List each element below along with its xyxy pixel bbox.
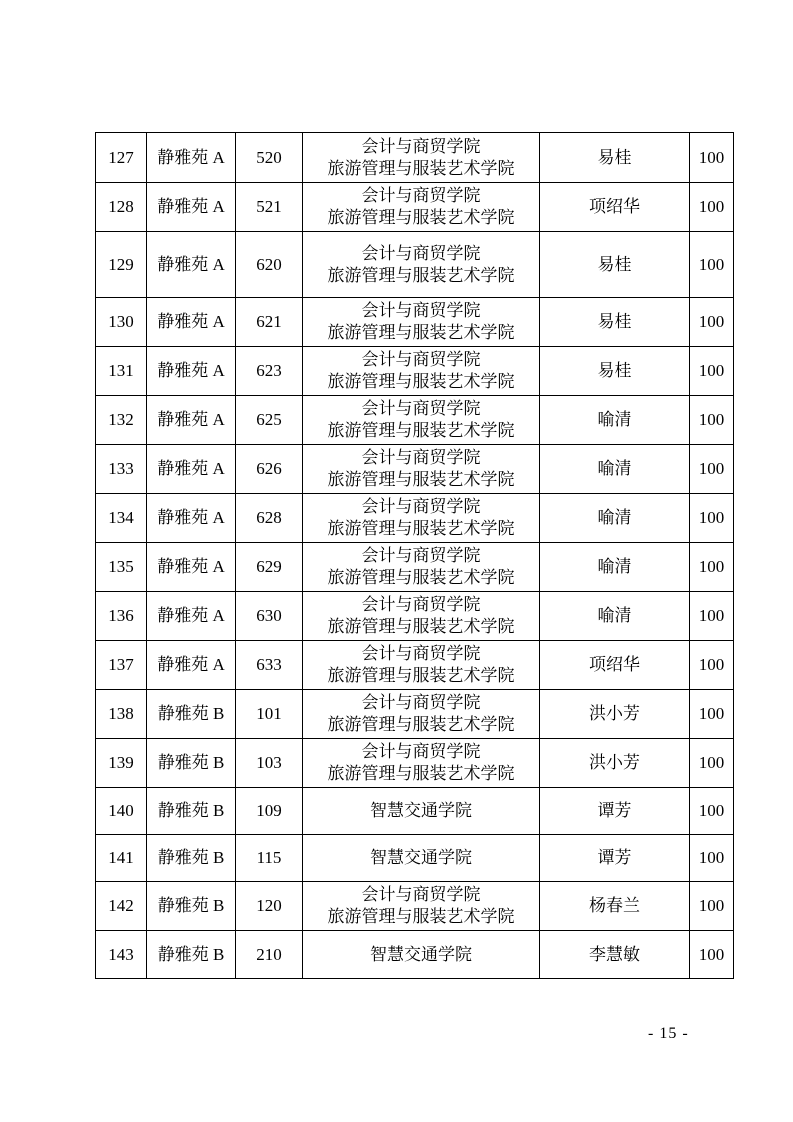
room-cell: 210: [236, 931, 303, 979]
college-name: 旅游管理与服装艺术学院: [327, 158, 515, 178]
manager-cell: 李慧敏: [540, 931, 690, 979]
manager-cell: 喻清: [540, 543, 690, 592]
building-cell: 静雅苑 A: [147, 298, 236, 347]
college-cell: [303, 494, 540, 543]
score-cell: 100: [690, 592, 734, 641]
score-cell: 100: [690, 396, 734, 445]
college-name: 会计与商贸学院: [361, 186, 481, 205]
manager-cell: 喻清: [540, 445, 690, 494]
table-row: [96, 298, 734, 347]
page-number: - 15 -: [648, 1025, 689, 1042]
dormitory-table: [95, 132, 734, 979]
college-name: 会计与商贸学院: [361, 136, 481, 156]
college-name: 旅游管理与服装艺术学院: [327, 372, 515, 391]
college-name: 旅游管理与服装艺术学院: [327, 519, 515, 538]
score-cell: 100: [690, 298, 734, 347]
room-cell: 630: [236, 592, 303, 641]
manager-cell: 项绍华: [540, 183, 690, 232]
room-cell: 520: [236, 133, 303, 183]
college-cell: [303, 835, 540, 882]
college-name: 旅游管理与服装艺术学院: [327, 421, 515, 440]
row-number-cell: 140: [96, 788, 147, 835]
score-cell: 100: [690, 835, 734, 882]
score-cell: 100: [690, 543, 734, 592]
row-number-cell: 127: [96, 133, 147, 183]
college-cell: [303, 641, 540, 690]
table-row: [96, 445, 734, 494]
table-row: [96, 232, 734, 298]
building-cell: 静雅苑 A: [147, 641, 236, 690]
college-name: 会计与商贸学院: [361, 595, 481, 614]
table-row: [96, 690, 734, 739]
building-cell: 静雅苑 A: [147, 347, 236, 396]
college-name: 会计与商贸学院: [361, 448, 481, 467]
building-cell: 静雅苑 B: [147, 882, 236, 931]
room-cell: 629: [236, 543, 303, 592]
college-name: 旅游管理与服装艺术学院: [327, 323, 515, 342]
score-cell: 100: [690, 788, 734, 835]
college-cell: [303, 396, 540, 445]
college-name: 旅游管理与服装艺术学院: [327, 470, 515, 489]
college-name: 旅游管理与服装艺术学院: [327, 568, 515, 587]
college-cell: [303, 690, 540, 739]
manager-cell: 项绍华: [540, 641, 690, 690]
row-number-cell: 139: [96, 739, 147, 788]
college-cell: [303, 739, 540, 788]
row-number-cell: 135: [96, 543, 147, 592]
building-cell: 静雅苑 A: [147, 232, 236, 298]
college-name: 智慧交通学院: [370, 801, 472, 820]
building-cell: 静雅苑 B: [147, 931, 236, 979]
college-name: 会计与商贸学院: [361, 693, 481, 712]
college-name: 旅游管理与服装艺术学院: [327, 265, 515, 285]
manager-cell: 易桂: [540, 347, 690, 396]
college-cell: [303, 232, 540, 298]
row-number-cell: 132: [96, 396, 147, 445]
college-name: 会计与商贸学院: [361, 301, 481, 320]
college-cell: [303, 543, 540, 592]
building-cell: 静雅苑 A: [147, 494, 236, 543]
row-number-cell: 138: [96, 690, 147, 739]
manager-cell: 洪小芳: [540, 690, 690, 739]
table-row: [96, 592, 734, 641]
table-row: [96, 183, 734, 232]
table-row: [96, 641, 734, 690]
building-cell: 静雅苑 A: [147, 396, 236, 445]
score-cell: 100: [690, 739, 734, 788]
college-name: 智慧交通学院: [370, 848, 472, 867]
room-cell: 109: [236, 788, 303, 835]
row-number-cell: 128: [96, 183, 147, 232]
college-name: 会计与商贸学院: [361, 742, 481, 761]
room-cell: 103: [236, 739, 303, 788]
room-cell: 626: [236, 445, 303, 494]
room-cell: 115: [236, 835, 303, 882]
table-row: [96, 396, 734, 445]
score-cell: 100: [690, 232, 734, 298]
row-number-cell: 131: [96, 347, 147, 396]
manager-cell: 谭芳: [540, 788, 690, 835]
table-row: [96, 543, 734, 592]
row-number-cell: 130: [96, 298, 147, 347]
row-number-cell: 133: [96, 445, 147, 494]
college-name: 会计与商贸学院: [361, 350, 481, 369]
manager-cell: 喻清: [540, 494, 690, 543]
college-cell: [303, 882, 540, 931]
score-cell: 100: [690, 347, 734, 396]
room-cell: 625: [236, 396, 303, 445]
college-cell: [303, 592, 540, 641]
table-row: [96, 788, 734, 835]
manager-cell: 喻清: [540, 592, 690, 641]
row-number-cell: 129: [96, 232, 147, 298]
room-cell: 521: [236, 183, 303, 232]
score-cell: 100: [690, 931, 734, 979]
college-cell: [303, 183, 540, 232]
room-cell: 621: [236, 298, 303, 347]
building-cell: 静雅苑 A: [147, 592, 236, 641]
college-name: 智慧交通学院: [370, 944, 472, 964]
manager-cell: 洪小芳: [540, 739, 690, 788]
building-cell: 静雅苑 B: [147, 690, 236, 739]
college-cell: [303, 445, 540, 494]
college-name: 旅游管理与服装艺术学院: [327, 764, 515, 783]
college-name: 会计与商贸学院: [361, 399, 481, 418]
building-cell: 静雅苑 B: [147, 788, 236, 835]
row-number-cell: 141: [96, 835, 147, 882]
manager-cell: 谭芳: [540, 835, 690, 882]
building-cell: 静雅苑 B: [147, 739, 236, 788]
score-cell: 100: [690, 641, 734, 690]
manager-cell: 易桂: [540, 133, 690, 183]
college-cell: [303, 931, 540, 979]
room-cell: 620: [236, 232, 303, 298]
row-number-cell: 143: [96, 931, 147, 979]
manager-cell: 喻清: [540, 396, 690, 445]
table-row: [96, 882, 734, 931]
college-name: 旅游管理与服装艺术学院: [327, 715, 515, 734]
table-row: [96, 133, 734, 183]
building-cell: 静雅苑 A: [147, 183, 236, 232]
college-cell: [303, 133, 540, 183]
score-cell: 100: [690, 494, 734, 543]
college-cell: [303, 347, 540, 396]
college-cell: [303, 788, 540, 835]
college-name: 会计与商贸学院: [361, 885, 481, 904]
score-cell: 100: [690, 133, 734, 183]
building-cell: 静雅苑 A: [147, 543, 236, 592]
score-cell: 100: [690, 882, 734, 931]
room-cell: 101: [236, 690, 303, 739]
college-name: 会计与商贸学院: [361, 644, 481, 663]
manager-cell: 易桂: [540, 232, 690, 298]
table-row: [96, 347, 734, 396]
row-number-cell: 134: [96, 494, 147, 543]
table-row: [96, 739, 734, 788]
room-cell: 120: [236, 882, 303, 931]
table-row: [96, 931, 734, 979]
row-number-cell: 142: [96, 882, 147, 931]
college-name: 旅游管理与服装艺术学院: [327, 907, 515, 926]
college-cell: [303, 298, 540, 347]
building-cell: 静雅苑 A: [147, 445, 236, 494]
table-row: [96, 494, 734, 543]
table-body: [96, 133, 734, 979]
score-cell: 100: [690, 445, 734, 494]
room-cell: 623: [236, 347, 303, 396]
table-row: [96, 835, 734, 882]
room-cell: 628: [236, 494, 303, 543]
college-name: 会计与商贸学院: [361, 497, 481, 516]
manager-cell: 易桂: [540, 298, 690, 347]
college-name: 旅游管理与服装艺术学院: [327, 666, 515, 685]
college-name: 会计与商贸学院: [361, 243, 481, 263]
score-cell: 100: [690, 690, 734, 739]
college-name: 旅游管理与服装艺术学院: [327, 208, 515, 227]
dormitory-table-container: [95, 132, 733, 979]
building-cell: 静雅苑 B: [147, 835, 236, 882]
score-cell: 100: [690, 183, 734, 232]
college-name: 旅游管理与服装艺术学院: [327, 617, 515, 636]
manager-cell: 杨春兰: [540, 882, 690, 931]
row-number-cell: 136: [96, 592, 147, 641]
college-name: 会计与商贸学院: [361, 546, 481, 565]
room-cell: 633: [236, 641, 303, 690]
row-number-cell: 137: [96, 641, 147, 690]
building-cell: 静雅苑 A: [147, 133, 236, 183]
